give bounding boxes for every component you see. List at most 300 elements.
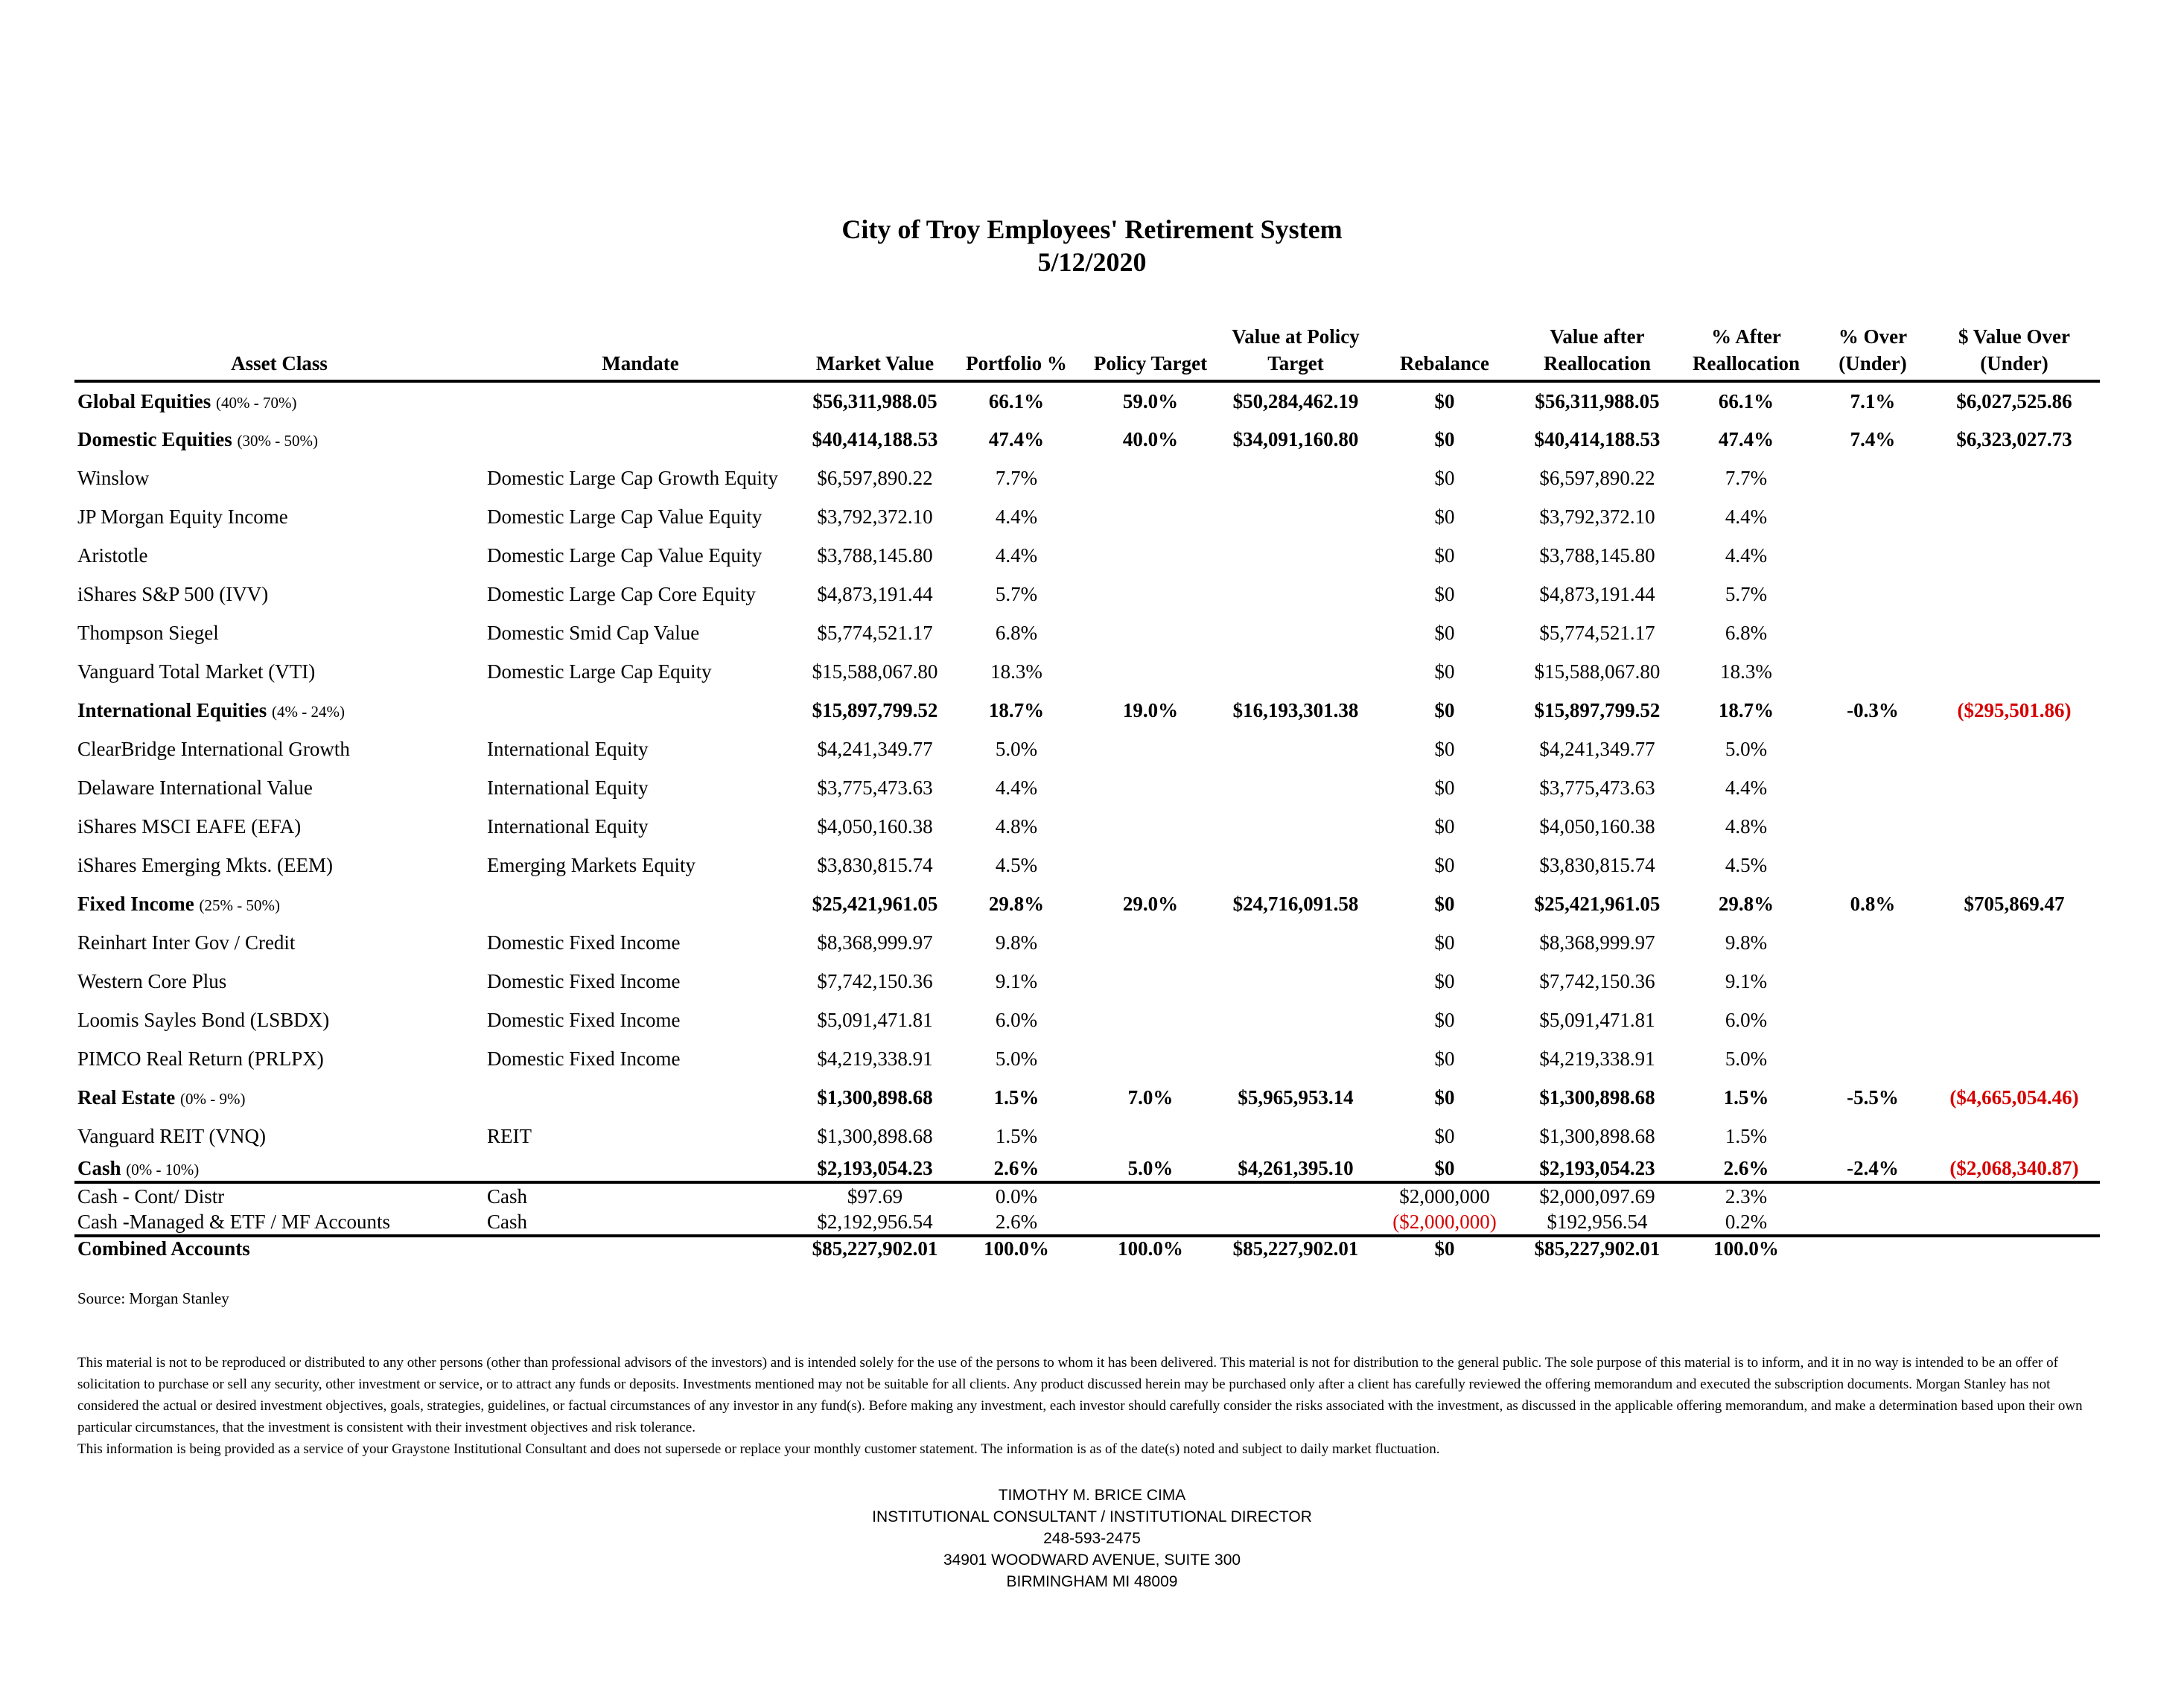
market-value-cell: $15,897,799.52 — [812, 698, 938, 721]
value-policy-target-cell — [1221, 923, 1370, 962]
combined-accounts-row — [74, 1236, 2100, 1263]
policy-target-cell — [1080, 459, 1221, 497]
market-value-cell: $3,775,473.63 — [817, 776, 933, 799]
pct-after-cell: 18.7% — [1718, 698, 1774, 721]
row-label: JP Morgan Equity Income — [77, 505, 288, 528]
pct-over-cell — [1817, 575, 1929, 613]
policy-target-cell — [1080, 846, 1221, 884]
asset-class-name — [74, 884, 484, 923]
value-after-cell: $8,368,999.97 — [1539, 931, 1655, 954]
value-after-cell: $1,300,898.68 — [1539, 1124, 1655, 1147]
manager-name — [74, 768, 484, 807]
pct-over-cell — [1817, 536, 1929, 575]
mandate-cell: Domestic Smid Cap Value — [487, 621, 700, 644]
row-label: ClearBridge International Growth — [77, 737, 350, 760]
row-label: Domestic Equities — [77, 427, 232, 450]
value-policy-target-cell: $16,193,301.38 — [1232, 698, 1359, 721]
rebalance-cell: $0 — [1434, 621, 1455, 644]
manager-name — [74, 536, 484, 575]
mandate-cell: Cash — [487, 1185, 527, 1208]
manager-name — [74, 1182, 484, 1209]
value-after-cell: $85,227,902.01 — [1519, 1236, 1675, 1263]
pct-over-cell: 7.4% — [1850, 427, 1896, 450]
pct-after-cell: 2.3% — [1725, 1185, 1768, 1208]
pct-after-cell: 7.7% — [1725, 466, 1768, 489]
pct-after-cell: 1.5% — [1725, 1124, 1768, 1147]
value-policy-target-cell — [1221, 613, 1370, 652]
value-over-cell: ($2,068,340.87) — [1929, 1155, 2100, 1182]
value-over-cell: ($4,665,054.46) — [1949, 1085, 2079, 1109]
value-policy-target-cell — [1221, 1117, 1370, 1155]
value-over-cell — [1929, 730, 2100, 768]
market-value-cell: $15,588,067.80 — [812, 660, 938, 683]
pct-over-cell — [1817, 730, 1929, 768]
value-policy-target-cell — [1221, 459, 1370, 497]
value-over-cell: $705,869.47 — [1964, 892, 2065, 915]
pct-over-cell — [1817, 613, 1929, 652]
consultant-city: BIRMINGHAM MI 48009 — [1006, 1573, 1178, 1590]
policy-target-cell — [1080, 807, 1221, 846]
value-after-cell: $7,742,150.36 — [1539, 969, 1655, 992]
target-range: (25% - 50%) — [199, 896, 280, 914]
policy-target-cell — [1080, 613, 1221, 652]
disclaimer-paragraph: This information is being provided as a service of your Graystone Institutional Consultant and does not supersede or replace your monthly customer statement. The information is as of the date(s) noted and subject to daily market fluctuation. — [77, 1441, 1440, 1457]
mandate-cell: International Equity — [487, 814, 649, 838]
manager-row — [74, 730, 2100, 768]
policy-target-cell — [1080, 1182, 1221, 1209]
portfolio-pct-cell: 5.0% — [995, 737, 1038, 760]
value-policy-target-cell — [1221, 730, 1370, 768]
pct-after-cell: 5.0% — [1725, 1047, 1768, 1070]
rebalance-cell: $0 — [1434, 543, 1455, 567]
portfolio-pct-cell: 47.4% — [988, 427, 1045, 450]
portfolio-pct-cell: 100.0% — [953, 1236, 1080, 1263]
row-label: iShares Emerging Mkts. (EEM) — [77, 853, 333, 876]
col-header-mandate: Mandate — [484, 320, 797, 381]
rebalance-cell: $0 — [1434, 427, 1455, 450]
policy-target-cell: 59.0% — [1122, 389, 1179, 412]
col-header-policy-target: Policy Target — [1080, 320, 1221, 381]
policy-target-cell — [1080, 497, 1221, 536]
target-range: (4% - 24%) — [272, 702, 346, 721]
rebalance-cell: $0 — [1370, 1155, 1519, 1182]
manager-name — [74, 923, 484, 962]
row-label: Western Core Plus — [77, 969, 227, 992]
portfolio-pct-cell: 66.1% — [988, 389, 1045, 412]
col-header-asset-class: Asset Class — [74, 320, 484, 381]
value-over-cell — [1929, 1209, 2100, 1236]
portfolio-pct-cell: 7.7% — [995, 466, 1038, 489]
value-over-cell — [1929, 536, 2100, 575]
mandate-cell: Domestic Large Cap Equity — [487, 660, 712, 683]
value-after-cell: $40,414,188.53 — [1534, 427, 1661, 450]
pct-after-cell: 2.6% — [1675, 1155, 1817, 1182]
value-after-cell: $2,000,097.69 — [1539, 1185, 1655, 1208]
manager-row — [74, 575, 2100, 613]
pct-over-cell — [1817, 1236, 1929, 1263]
portfolio-pct-cell: 9.8% — [995, 931, 1038, 954]
policy-target-cell: 7.0% — [1127, 1085, 1174, 1109]
market-value-cell: $5,774,521.17 — [817, 621, 933, 644]
disclaimer-paragraph: This material is not to be reproduced or distributed to any other persons (other than professional advisors of the investors) and is intended solely for the use of the persons to whom it has been delivered. This material is not for distribution to the general public. The sole purpose of this material is to inform, and it in no way is intended to be an offer of solicitation to purchase or sell any security, other investment or service, or to attract any funds or deposits. Investments mentioned may not be suitable for all clients. Any product discussed herein may be purchased only after a client has carefully reviewed the offering memorandum and executed the subscription documents. Morgan Stanley has not considered the actual or desired investment objectives, goals, strategies, guidelines, or factual circumstances of any investor in any fund(s). Before making any investment, each investor should carefully consider the risks associated with the investment, as discussed in the applicable offering memorandum, and make a determination based upon their own particular circumstances, that the investment is consistent with their investment objectives and risk tolerance. — [77, 1355, 2083, 1435]
value-over-cell — [1929, 613, 2100, 652]
policy-target-cell — [1080, 923, 1221, 962]
value-over-cell — [1929, 1117, 2100, 1155]
policy-target-cell — [1080, 768, 1221, 807]
manager-row — [74, 1039, 2100, 1078]
market-value-cell: $97.69 — [847, 1185, 903, 1208]
market-value-cell: $8,368,999.97 — [817, 931, 933, 954]
value-policy-target-cell: $24,716,091.58 — [1232, 892, 1359, 915]
portfolio-pct-cell: 4.4% — [995, 505, 1038, 528]
pct-over-cell — [1817, 652, 1929, 691]
asset-class-row — [74, 420, 2100, 459]
rebalance-cell: $0 — [1434, 1008, 1455, 1031]
market-value-cell: $4,219,338.91 — [817, 1047, 933, 1070]
rebalance-cell: $0 — [1434, 698, 1455, 721]
pct-after-cell: 1.5% — [1723, 1085, 1769, 1109]
value-over-cell: ($295,501.86) — [1957, 698, 2072, 721]
manager-row — [74, 613, 2100, 652]
portfolio-pct-cell: 4.8% — [995, 814, 1038, 838]
value-after-cell: $2,193,054.23 — [1519, 1155, 1675, 1182]
policy-target-cell — [1080, 730, 1221, 768]
value-policy-target-cell: $4,261,395.10 — [1221, 1155, 1370, 1182]
market-value-cell: $3,830,815.74 — [817, 853, 933, 876]
portfolio-pct-cell: 5.0% — [995, 1047, 1038, 1070]
manager-name — [74, 1039, 484, 1078]
row-label: Aristotle — [77, 543, 148, 567]
pct-over-cell — [1817, 1209, 1929, 1236]
rebalance-cell: $0 — [1434, 892, 1455, 915]
rebalance-cell: ($2,000,000) — [1392, 1211, 1497, 1233]
value-after-cell: $5,091,471.81 — [1539, 1008, 1655, 1031]
row-label: Winslow — [77, 466, 150, 489]
pct-over-cell — [1817, 1182, 1929, 1209]
manager-row — [74, 1001, 2100, 1039]
market-value-cell: $4,050,160.38 — [817, 814, 933, 838]
manager-name — [74, 1001, 484, 1039]
pct-over-cell — [1817, 962, 1929, 1001]
pct-over-cell — [1817, 497, 1929, 536]
rebalance-cell: $0 — [1434, 776, 1455, 799]
portfolio-pct-cell: 6.8% — [995, 621, 1038, 644]
pct-after-cell: 5.0% — [1725, 737, 1768, 760]
value-policy-target-cell — [1221, 846, 1370, 884]
pct-over-cell — [1817, 846, 1929, 884]
consultant-name: TIMOTHY M. BRICE CIMA — [998, 1487, 1186, 1504]
pct-after-cell: 4.5% — [1725, 853, 1768, 876]
portfolio-pct-cell: 2.6% — [995, 1211, 1038, 1233]
pct-after-cell: 4.4% — [1725, 776, 1768, 799]
market-value-cell: $85,227,902.01 — [797, 1236, 953, 1263]
portfolio-pct-cell: 18.7% — [988, 698, 1045, 721]
row-label: Fixed Income — [77, 892, 194, 915]
mandate-cell: Domestic Large Cap Value Equity — [487, 543, 763, 567]
asset-class-name — [74, 381, 484, 420]
policy-target-cell — [1080, 575, 1221, 613]
value-after-cell: $4,050,160.38 — [1539, 814, 1655, 838]
mandate-cell: Domestic Fixed Income — [487, 931, 681, 954]
disclaimer — [77, 1352, 2103, 1460]
policy-target-cell: 29.0% — [1122, 892, 1179, 915]
policy-target-cell — [1080, 536, 1221, 575]
mandate-cell — [484, 420, 797, 459]
value-over-cell — [1929, 575, 2100, 613]
manager-row — [74, 962, 2100, 1001]
row-label: iShares MSCI EAFE (EFA) — [77, 814, 302, 838]
pct-over-cell — [1817, 807, 1929, 846]
value-over-cell — [1929, 1001, 2100, 1039]
mandate-cell: International Equity — [487, 776, 649, 799]
col-header-pct-over: % Over (Under) — [1817, 320, 1929, 381]
mandate-cell: Domestic Large Cap Growth Equity — [487, 466, 778, 489]
manager-name — [74, 497, 484, 536]
pct-after-cell: 9.8% — [1725, 931, 1768, 954]
manager-name — [74, 652, 484, 691]
row-label: Vanguard REIT (VNQ) — [77, 1124, 266, 1147]
row-label: Real Estate — [77, 1085, 176, 1109]
portfolio-pct-cell: 6.0% — [995, 1008, 1038, 1031]
market-value-cell: $2,192,956.54 — [817, 1211, 933, 1233]
mandate-cell: Domestic Large Cap Value Equity — [487, 505, 763, 528]
rebalance-cell: $0 — [1434, 1047, 1455, 1070]
pct-after-cell: 4.8% — [1725, 814, 1768, 838]
rebalance-cell: $0 — [1434, 1085, 1455, 1109]
rebalance-cell: $0 — [1434, 505, 1455, 528]
value-over-cell — [1929, 652, 2100, 691]
value-policy-target-cell — [1221, 1209, 1370, 1236]
policy-target-cell — [1080, 1209, 1221, 1236]
manager-name — [74, 962, 484, 1001]
mandate-cell: Domestic Fixed Income — [487, 1047, 681, 1070]
col-header-rebalance: Rebalance — [1370, 320, 1519, 381]
manager-name — [74, 613, 484, 652]
target-range: (40% - 70%) — [216, 393, 297, 412]
market-value-cell: $1,300,898.68 — [817, 1085, 933, 1109]
value-after-cell: $4,241,349.77 — [1539, 737, 1655, 760]
pct-after-cell: 0.2% — [1725, 1211, 1768, 1233]
manager-name — [74, 1117, 484, 1155]
manager-name — [74, 459, 484, 497]
mandate-cell — [484, 691, 797, 730]
value-after-cell: $15,588,067.80 — [1534, 660, 1661, 683]
rebalance-cell: $0 — [1370, 1236, 1519, 1263]
value-policy-target-cell: $5,965,953.14 — [1238, 1085, 1354, 1109]
col-header-pct-after: % After Reallocation — [1675, 320, 1817, 381]
value-over-cell — [1929, 459, 2100, 497]
policy-target-cell — [1080, 962, 1221, 1001]
rebalance-cell: $0 — [1434, 389, 1455, 412]
col-header-portfolio-pct: Portfolio % — [953, 320, 1080, 381]
market-value-cell: $2,193,054.23 — [797, 1155, 953, 1182]
manager-row — [74, 459, 2100, 497]
consultant-address: 34901 WOODWARD AVENUE, SUITE 300 — [943, 1552, 1241, 1569]
mandate-cell: REIT — [487, 1124, 532, 1147]
market-value-cell: $4,873,191.44 — [817, 582, 933, 605]
value-over-cell — [1929, 807, 2100, 846]
target-range: (30% - 50%) — [237, 431, 318, 450]
value-over-cell: $6,027,525.86 — [1956, 389, 2072, 412]
pct-over-cell: -0.3% — [1847, 698, 1899, 721]
value-policy-target-cell — [1221, 1182, 1370, 1209]
policy-target-cell — [1080, 1039, 1221, 1078]
row-label: Vanguard Total Market (VTI) — [77, 660, 316, 683]
consultant-signature — [0, 1485, 2184, 1592]
pct-after-cell: 29.8% — [1718, 892, 1774, 915]
row-label: Global Equities — [77, 389, 211, 412]
manager-row — [74, 846, 2100, 884]
combined-label: Combined Accounts — [74, 1236, 484, 1263]
pct-after-cell: 18.3% — [1720, 660, 1772, 683]
mandate-cell: Emerging Markets Equity — [487, 853, 695, 876]
value-over-cell — [1929, 846, 2100, 884]
target-range: (0% - 10%) — [126, 1160, 200, 1179]
pct-after-cell: 6.8% — [1725, 621, 1768, 644]
pct-over-cell: -5.5% — [1847, 1085, 1899, 1109]
value-after-cell: $3,830,815.74 — [1539, 853, 1655, 876]
manager-name — [74, 807, 484, 846]
mandate-cell: Domestic Fixed Income — [487, 969, 681, 992]
value-over-cell — [1929, 962, 2100, 1001]
portfolio-pct-cell: 1.5% — [995, 1124, 1038, 1147]
rebalance-cell: $0 — [1434, 931, 1455, 954]
asset-class-row — [74, 381, 2100, 420]
value-after-cell: $3,792,372.10 — [1539, 505, 1655, 528]
rebalance-cell: $0 — [1434, 1124, 1455, 1147]
value-after-cell: $6,597,890.22 — [1539, 466, 1655, 489]
portfolio-pct-cell: 4.4% — [995, 776, 1038, 799]
value-policy-target-cell — [1221, 807, 1370, 846]
mandate-cell — [484, 1155, 797, 1182]
market-value-cell: $25,421,961.05 — [812, 892, 938, 915]
value-policy-target-cell — [1221, 575, 1370, 613]
mandate-cell: International Equity — [487, 737, 649, 760]
pct-over-cell: 0.8% — [1850, 892, 1896, 915]
consultant-title: INSTITUTIONAL CONSULTANT / INSTITUTIONAL DIRECTOR — [872, 1508, 1312, 1525]
market-value-cell: $40,414,188.53 — [812, 427, 938, 450]
mandate-cell: Domestic Large Cap Core Equity — [487, 582, 756, 605]
portfolio-pct-cell: 4.4% — [995, 543, 1038, 567]
pct-over-cell — [1817, 923, 1929, 962]
rebalance-cell: $0 — [1434, 969, 1455, 992]
value-over-cell — [1929, 768, 2100, 807]
market-value-cell: $6,597,890.22 — [817, 466, 933, 489]
value-policy-target-cell — [1221, 652, 1370, 691]
asset-class-name — [74, 420, 484, 459]
col-header-value-after: Value after Reallocation — [1519, 320, 1675, 381]
col-header-market-value: Market Value — [797, 320, 953, 381]
asset-class-name — [74, 1078, 484, 1117]
manager-row — [74, 1209, 2100, 1236]
target-range: (0% - 9%) — [179, 1089, 246, 1108]
manager-row — [74, 1117, 2100, 1155]
pct-after-cell: 5.7% — [1725, 582, 1768, 605]
asset-class-name — [74, 691, 484, 730]
rebalance-cell: $0 — [1434, 660, 1455, 683]
policy-target-cell: 19.0% — [1122, 698, 1179, 721]
manager-name — [74, 846, 484, 884]
portfolio-pct-cell: 18.3% — [990, 660, 1042, 683]
asset-class-name — [74, 1155, 484, 1182]
value-over-cell — [1929, 1039, 2100, 1078]
pct-over-cell — [1817, 1001, 1929, 1039]
value-after-cell: $15,897,799.52 — [1534, 698, 1661, 721]
pct-over-cell — [1817, 1039, 1929, 1078]
page-title: City of Troy Employees' Retirement System — [841, 214, 1343, 244]
value-after-cell: $4,873,191.44 — [1539, 582, 1655, 605]
manager-row — [74, 652, 2100, 691]
value-after-cell: $56,311,988.05 — [1535, 389, 1660, 412]
value-over-cell — [1929, 1236, 2100, 1263]
value-after-cell: $5,774,521.17 — [1539, 621, 1655, 644]
policy-target-cell: 100.0% — [1080, 1236, 1221, 1263]
manager-row — [74, 768, 2100, 807]
pct-over-cell — [1817, 768, 1929, 807]
asset-class-row — [74, 884, 2100, 923]
portfolio-pct-cell: 0.0% — [995, 1185, 1038, 1208]
consultant-phone: 248-593-2475 — [1043, 1530, 1141, 1547]
policy-target-cell — [1080, 652, 1221, 691]
row-label: Loomis Sayles Bond (LSBDX) — [77, 1008, 330, 1031]
market-value-cell: $4,241,349.77 — [817, 737, 933, 760]
source-note: Source: Morgan Stanley — [77, 1289, 229, 1307]
market-value-cell: $56,311,988.05 — [812, 389, 937, 412]
asset-class-row — [74, 1078, 2100, 1117]
portfolio-pct-cell: 1.5% — [993, 1085, 1040, 1109]
value-after-cell: $4,219,338.91 — [1539, 1047, 1655, 1070]
manager-row — [74, 807, 2100, 846]
manager-row — [74, 923, 2100, 962]
market-value-cell: $5,091,471.81 — [817, 1008, 933, 1031]
pct-after-cell: 100.0% — [1675, 1236, 1817, 1263]
mandate-cell — [484, 1236, 797, 1263]
market-value-cell: $3,792,372.10 — [817, 505, 933, 528]
value-after-cell: $3,775,473.63 — [1539, 776, 1655, 799]
value-over-cell — [1929, 497, 2100, 536]
pct-over-cell: 7.1% — [1850, 389, 1896, 412]
manager-row — [74, 1182, 2100, 1209]
row-label: Thompson Siegel — [77, 621, 219, 644]
value-policy-target-cell — [1221, 1039, 1370, 1078]
rebalance-cell: $0 — [1434, 853, 1455, 876]
value-policy-target-cell — [1221, 536, 1370, 575]
pct-after-cell: 66.1% — [1718, 389, 1774, 412]
row-label: International Equities — [77, 698, 267, 721]
row-label: Cash — [77, 1156, 121, 1179]
report-date: 5/12/2020 — [1037, 247, 1147, 277]
policy-target-cell: 40.0% — [1122, 427, 1179, 450]
portfolio-pct-cell: 5.7% — [995, 582, 1038, 605]
rebalance-cell: $0 — [1434, 466, 1455, 489]
col-header-value-over: $ Value Over (Under) — [1929, 320, 2100, 381]
policy-target-cell — [1080, 1117, 1221, 1155]
pct-over-cell — [1817, 1117, 1929, 1155]
policy-target-cell — [1080, 1001, 1221, 1039]
rebalance-cell: $0 — [1434, 814, 1455, 838]
manager-name — [74, 1209, 484, 1236]
manager-name — [74, 730, 484, 768]
mandate-cell: Cash — [487, 1211, 527, 1233]
row-label: iShares S&P 500 (IVV) — [77, 582, 269, 605]
value-over-cell — [1929, 1182, 2100, 1209]
pct-over-cell: -2.4% — [1817, 1155, 1929, 1182]
portfolio-pct-cell: 9.1% — [995, 969, 1038, 992]
rebalance-cell: $2,000,000 — [1399, 1185, 1490, 1208]
value-after-cell: $1,300,898.68 — [1539, 1085, 1655, 1109]
asset-class-row — [74, 691, 2100, 730]
value-over-cell: $6,323,027.73 — [1956, 427, 2072, 450]
